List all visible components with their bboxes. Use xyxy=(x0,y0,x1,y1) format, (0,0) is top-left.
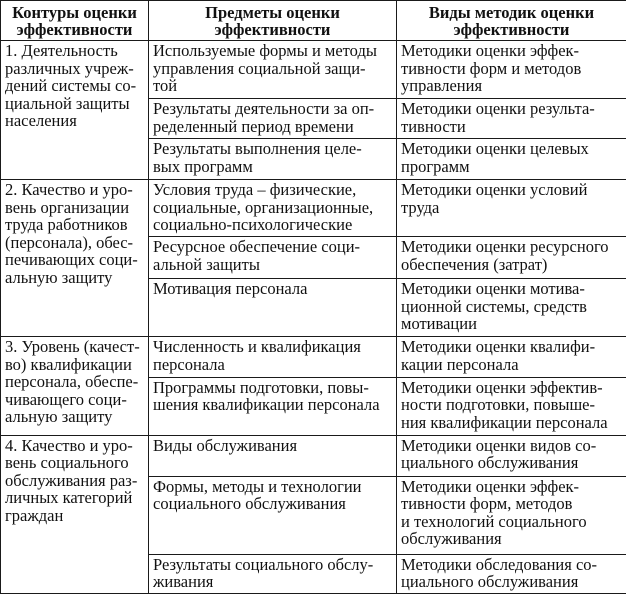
subject-cell: Результаты выполнения целе- вых программ xyxy=(149,139,397,180)
subject-cell: Используемые формы и методы управления социальной защи- той xyxy=(149,41,397,99)
contour-cell: 2. Качество и уро- вень организации труда работников (персонала), обес- печивающих соци- альную защиту xyxy=(1,180,149,337)
header-methods: Виды методик оценки эффективности xyxy=(397,1,626,41)
header-row xyxy=(1,1,626,41)
method-cell: Методики оценки эффек- тивности форм и методов управления xyxy=(397,41,626,99)
method-cell: Методики оценки видов со- циального обслуживания xyxy=(397,435,626,476)
method-cell: Методики оценки целевых программ xyxy=(397,139,626,180)
table-row xyxy=(1,337,626,377)
method-cell: Методики оценки ресурсного обеспечения (затрат) xyxy=(397,237,626,279)
method-cell: Методики оценки мотива- ционной системы, средств мотивации xyxy=(397,279,626,337)
subject-cell: Программы подготовки, повы- шения квалификации персонала xyxy=(149,377,397,435)
contour-cell: 3. Уровень (качест- во) квалификации персонала, обеспе- чивающего соци- альную защиту xyxy=(1,337,149,435)
method-cell: Методики оценки условий труда xyxy=(397,180,626,237)
subject-cell: Результаты социального обслу- живания xyxy=(149,554,397,593)
table-row xyxy=(1,41,626,99)
header-contours: Контуры оценки эффективности xyxy=(1,1,149,41)
method-cell: Методики обследования со- циального обслуживания xyxy=(397,554,626,593)
contour-cell: 1. Деятельность различных учреж- дений системы со- циальной защиты населения xyxy=(1,41,149,180)
subject-cell: Условия труда – физические, социальные, организационные, социально-психологические xyxy=(149,180,397,237)
table-row xyxy=(1,180,626,237)
method-cell: Методики оценки эффек- тивности форм, методов и технологий социального обслуживания xyxy=(397,476,626,554)
subject-cell: Ресурсное обеспечение соци- альной защиты xyxy=(149,237,397,279)
subject-cell: Мотивация персонала xyxy=(149,279,397,337)
contour-cell: 4. Качество и уро- вень социального обслуживания раз- личных категорий граждан xyxy=(1,435,149,593)
subject-cell: Виды обслуживания xyxy=(149,435,397,476)
table-row xyxy=(1,435,626,476)
subject-cell: Численность и квалификация персонала xyxy=(149,337,397,377)
method-cell: Методики оценки результа- тивности xyxy=(397,99,626,139)
subject-cell: Формы, методы и технологии социального обслуживания xyxy=(149,476,397,554)
method-cell: Методики оценки квалифи- кации персонала xyxy=(397,337,626,377)
header-subjects: Предметы оценки эффективности xyxy=(149,1,397,41)
method-cell: Методики оценки эффектив- ности подготовки, повыше- ния квалификации персонала xyxy=(397,377,626,435)
subject-cell: Результаты деятельности за оп- ределенный период времени xyxy=(149,99,397,139)
